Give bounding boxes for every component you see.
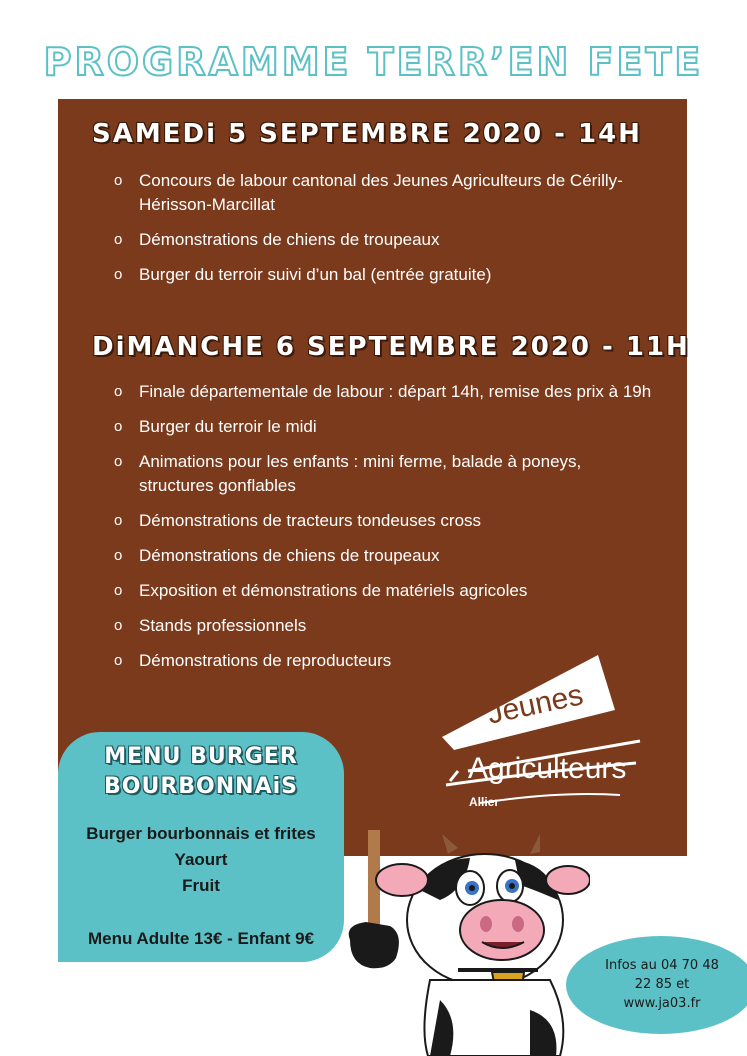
bullet-icon: o — [114, 582, 123, 599]
list-item: o Démonstrations de tracteurs tondeuses cross — [114, 509, 654, 533]
saturday-heading: SAMEDi 5 SEPTEMBRE 2020 - 14H — [92, 119, 642, 149]
menu-price: Menu Adulte 13€ - Enfant 9€ — [87, 929, 315, 948]
bullet-icon: o — [114, 172, 123, 189]
bullet-icon: o — [114, 418, 123, 435]
bullet-icon: o — [114, 512, 123, 529]
bullet-icon: o — [114, 383, 123, 400]
list-item: o Animations pour les enfants : mini ferme, balade à poneys, structures gonflables — [114, 452, 582, 495]
bullet-icon: o — [114, 652, 123, 669]
list-item: o Démonstrations de chiens de troupeaux — [114, 544, 654, 568]
bullet-icon: o — [114, 453, 123, 470]
list-item: o Démonstrations de chiens de troupeaux — [114, 228, 654, 252]
list-item: o Concours de labour cantonal des Jeunes Agriculteurs de Cérilly-Hérisson-Marcillat — [114, 171, 623, 214]
menu-box — [58, 732, 344, 962]
logo-word-jeunes: Jeunes — [484, 678, 587, 731]
list-item: o Finale départementale de labour : départ 14h, remise des prix à 19h — [114, 380, 654, 404]
cow-mascot-illustration — [330, 830, 590, 1056]
contact-info: Infos au 04 70 48 22 85 et www.ja03.fr — [584, 956, 740, 1013]
list-item: o Burger du terroir le midi — [114, 415, 654, 439]
bullet-icon: o — [114, 617, 123, 634]
list-item: o Exposition et démonstrations de matériels agricoles — [114, 579, 654, 603]
list-item: o Stands professionnels — [114, 614, 654, 638]
website-link[interactable]: www.ja03.fr — [623, 996, 701, 1011]
sunday-heading: DiMANCHE 6 SEPTEMBRE 2020 - 11H — [92, 332, 690, 362]
logo-word-allier: Allier — [469, 795, 500, 809]
menu-item-fruit: Fruit — [182, 876, 220, 895]
poster-title: PROGRAMME TERR’EN FETE — [43, 40, 704, 84]
menu-title: MENU BURGER BOURBONNAiS — [104, 744, 298, 799]
bullet-icon: o — [114, 266, 123, 283]
menu-item-yaourt: Yaourt — [174, 850, 228, 869]
saturday-list — [114, 169, 654, 298]
bullet-icon: o — [114, 231, 123, 248]
list-item: o Burger du terroir suivi d’un bal (entrée gratuite) — [114, 263, 654, 287]
list-item: o Démonstrations de reproducteurs — [114, 649, 654, 673]
sunday-list — [114, 380, 654, 684]
jeunes-agriculteurs-logo — [440, 655, 650, 815]
menu-item-burger: Burger bourbonnais et frites — [86, 824, 316, 843]
bullet-icon: o — [114, 547, 123, 564]
logo-word-agriculteurs: Agriculteurs — [468, 752, 627, 785]
